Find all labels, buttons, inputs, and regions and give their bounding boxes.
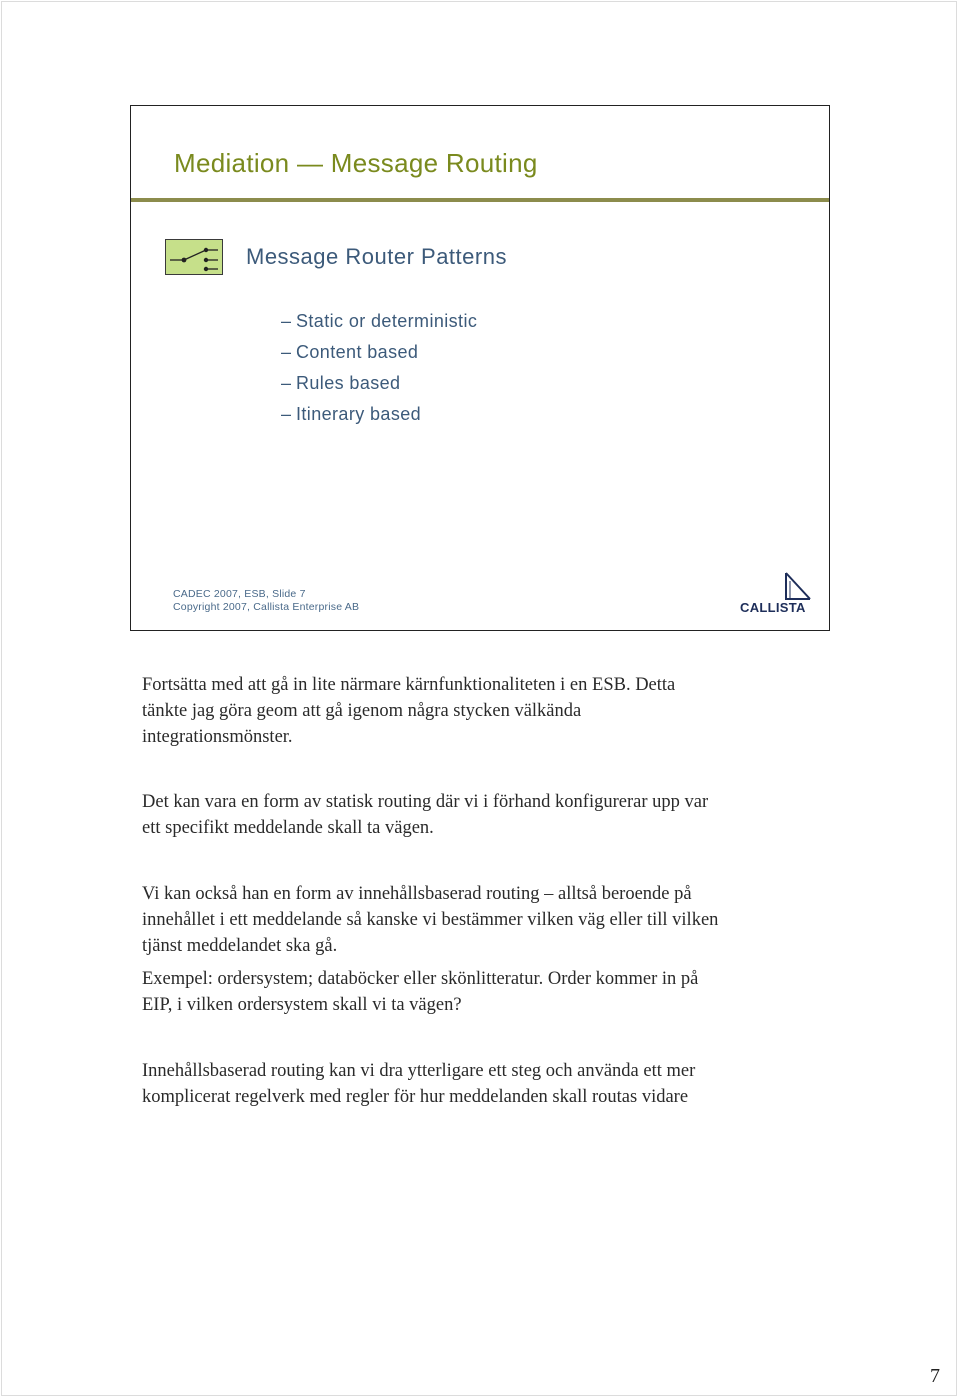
slide-title: Mediation — Message Routing	[174, 148, 538, 178]
slide-subtitle: Message Router Patterns	[246, 244, 507, 269]
bullet-text: Itinerary based	[296, 404, 422, 424]
bullet-text: Rules based	[296, 373, 401, 393]
notes-paragraph: Fortsätta med att gå in lite närmare kärnfunktionaliteten i en ESB. Detta tänkte jag göra geom att gå igenom några stycken välkända integrationsmönster.	[142, 675, 676, 747]
notes-paragraph: Vi kan också han en form av innehållsbaserad routing – alltså beroende på innehållet i ett meddelande så kanske vi bestämmer vilken väg eller till vilken tjänst meddelandet ska gå.	[142, 884, 719, 956]
footer-copyright: Copyright 2007, Callista Enterprise AB	[173, 601, 360, 613]
dash-icon: –	[281, 311, 292, 331]
dash-icon: –	[281, 342, 292, 362]
bullet-item	[281, 339, 477, 370]
bullet-item	[281, 401, 477, 432]
bullet-item	[281, 370, 477, 401]
footer-slide-info: CADEC 2007, ESB, Slide 7	[173, 588, 306, 600]
title-divider	[131, 198, 829, 202]
dash-icon: –	[281, 404, 292, 424]
bullet-list	[281, 308, 477, 432]
bullet-text: Content based	[296, 342, 419, 362]
bullet-text: Static or deterministic	[296, 311, 478, 331]
message-router-icon	[165, 239, 223, 275]
bullet-item	[281, 308, 477, 339]
dash-icon: –	[281, 373, 292, 393]
notes-paragraph: Exempel: ordersystem; databöcker eller skönlitteratur. Order kommer in på EIP, i vilken ordersystem skall vi ta vägen?	[142, 969, 699, 1015]
speaker-notes	[142, 672, 832, 1110]
notes-paragraph: Det kan vara en form av statisk routing där vi i förhand konfigurerar upp var ett specifikt meddelande skall ta vägen.	[142, 792, 709, 838]
logo-text: CALLISTA	[740, 600, 806, 615]
page-number: 7	[930, 1365, 940, 1387]
notes-paragraph: Innehållsbaserad routing kan vi dra ytterligare ett steg och använda ett mer komplicerat regelverk med regler för hur meddelanden skall routas vidare	[142, 1061, 696, 1107]
callista-logo	[740, 571, 818, 616]
slide	[130, 105, 830, 631]
